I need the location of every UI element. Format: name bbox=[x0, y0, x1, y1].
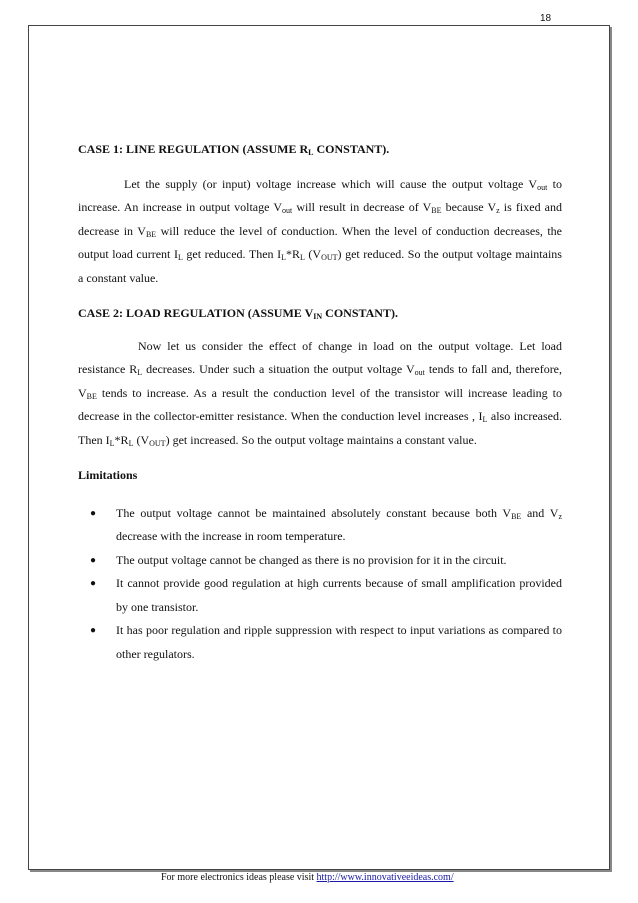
case2-paragraph: Now let us consider the effect of change in load on the output voltage. Let load resistance $R_L$ decreases. Under such a situation the output voltage $V_{out}$ tends to fall and, therefore, $V_{BE}$ tends to increase. As a result the conduction level of the transistor will increase leading to decrease in the collector-emitter resistance. When the conduction level increases , $I_L$ also increased. Then $I_L*R_L$ $(V_{OUT})$ get increased. So the output voltage maintains a constant value. bbox=[78, 338, 563, 448]
footer-link[interactable]: http://www.innovativeeideas.com/ bbox=[316, 872, 454, 883]
list-item-text: The output voltage cannot be changed as there is no provision for it in the circuit. bbox=[116, 552, 507, 567]
subscript: out bbox=[414, 368, 425, 377]
list-item bbox=[78, 549, 562, 573]
subscript: OUT bbox=[321, 253, 338, 262]
subscript: L bbox=[177, 253, 183, 262]
subscript: L bbox=[299, 253, 305, 262]
subscript: OUT bbox=[149, 438, 166, 448]
case2-heading: CASE 2: LOAD REGULATION (ASSUME $V_{IN}$ CONSTANT). bbox=[78, 306, 398, 321]
subscript: BE bbox=[511, 511, 522, 521]
list-item-text: The output voltage cannot be maintained absolutely constant because both $V_{BE}$ and $V_z$ decrease with the increase in room temperature. bbox=[116, 505, 562, 543]
bullet-icon: ● bbox=[90, 554, 97, 566]
subscript: IN bbox=[313, 312, 323, 321]
bullet-icon: ● bbox=[90, 507, 97, 519]
page-content bbox=[78, 138, 562, 666]
footer-text: For more electronics ideas please visit bbox=[161, 872, 317, 883]
subscript: L bbox=[308, 148, 314, 157]
bullet-icon: ● bbox=[90, 578, 97, 589]
subscript: out bbox=[282, 206, 293, 215]
list-item bbox=[78, 572, 562, 619]
list-item bbox=[78, 502, 562, 549]
list-item-text: It has poor regulation and ripple suppression with respect to input variations as compared to other regulators. bbox=[116, 623, 562, 661]
page-number: 18 bbox=[540, 13, 552, 24]
bullet-icon: ● bbox=[90, 625, 97, 636]
subscript: BE bbox=[145, 229, 157, 239]
limitations-list bbox=[78, 502, 562, 667]
subscript: L bbox=[128, 438, 134, 448]
subscript: L bbox=[137, 368, 143, 377]
subscript: L bbox=[281, 253, 286, 262]
case1-heading: CASE 1: LINE REGULATION (ASSUME $R_L$ CONSTANT). bbox=[78, 142, 390, 157]
subscript: z bbox=[558, 511, 562, 521]
footer bbox=[161, 872, 454, 883]
list-item-text: It cannot provide good regulation at high currents because of small amplification provided by one transistor. bbox=[116, 576, 562, 614]
subscript: BE bbox=[86, 391, 97, 401]
limitations-heading: Limitations bbox=[78, 468, 138, 482]
subscript: out bbox=[537, 182, 548, 192]
list-item bbox=[78, 619, 562, 666]
subscript: z bbox=[496, 206, 500, 215]
subscript: L bbox=[109, 438, 115, 448]
subscript: BE bbox=[431, 206, 442, 215]
case1-paragraph: Let the supply (or input) voltage increase which will cause the output voltage $V_{out}$ to increase. An increase in output voltage $V_{out}$ will result in decrease of $V_{BE}$ because $V_z$ is fixed and decrease in $V_{BE}$ will reduce the level of conduction. When the level of conduction decreases, the output load current $I_L$ get reduced. Then $I_L*R_L$ $(V_{OUT})$ get reduced. So the output voltage maintains a constant value. bbox=[78, 176, 562, 285]
subscript: L bbox=[482, 415, 488, 424]
